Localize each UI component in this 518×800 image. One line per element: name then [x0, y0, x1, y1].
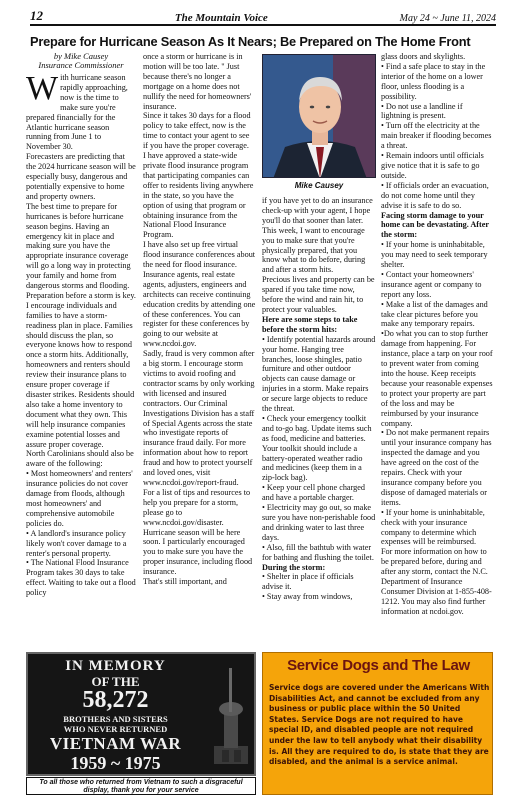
- paragraph: • The National Flood Insurance Program takes 30 days to take effect. Waiting to take out a flood policy: [26, 558, 136, 598]
- byline: [26, 52, 136, 70]
- memorial-line-5: VIETNAM WAR: [49, 734, 182, 753]
- subheading: During the storm:: [262, 562, 326, 572]
- memorial-line-4: WHO NEVER RETURNED: [63, 724, 168, 734]
- service-dogs-title: Service Dogs and The Law: [287, 657, 470, 674]
- paragraph: • Electricity may go out, so make sure you have non-perishable food and drinking water to last three days.: [262, 503, 376, 542]
- byline-name: by Mike Causey: [53, 52, 109, 61]
- memorial-years: 1959 ~ 1975: [70, 753, 161, 773]
- paragraph: Precious lives and property can be spared if you take time now, before the wind and rain hit, to protect your valuables.: [262, 275, 375, 314]
- paragraph: • Stay away from windows,: [262, 592, 353, 602]
- article-headline: Prepare for Hurricane Season As It Nears; Be Prepared on The Home Front: [30, 34, 471, 49]
- article-column-1: [26, 52, 136, 644]
- paragraph: • Contact your homeowners' insurance agent or company to report any loss.: [381, 269, 482, 299]
- drop-cap: W: [26, 70, 59, 107]
- paragraph: • Identify potential hazards around your home. Hanging tree branches, loose shingles, patio furniture and other outdoor objects can cause damage or injuries in a storm. Make repairs or secure large objects to reduce the threat.: [262, 334, 376, 414]
- paragraph: ith hurricane season rapidly approaching, now is the time to make sure you're prepared financially for the Atlantic hurricane season running from June 1 to November 30.: [26, 73, 128, 152]
- paragraph: • Do not make permanent repairs until your insurance company has inspected the damage and you have agreed on the cost of the repairs. Check with your insurance company before you dispose of damaged materials or items.: [381, 428, 492, 507]
- paragraph: • If your home is uninhabitable, check with your insurance company to determine which expenses will be reimbursed.: [381, 507, 485, 547]
- author-photo: [262, 54, 376, 178]
- service-dogs-body: Service dogs are covered under the Americans With Disabilities Act, and cannot be excluded from any business or public place within the 50 United States. Service Dogs are not required to have special ID, and disabled people are not required under the law to tell anybody what their disability is. All they are required to do, is state that they are disabled, and the animal is a service animal.: [269, 683, 490, 767]
- memorial-line-2: OF THE: [91, 674, 140, 689]
- paragraph: That's still important, and: [143, 577, 227, 587]
- paragraph: glass doors and skylights.: [381, 52, 466, 61]
- paragraph: This week, I want to encourage you to make sure that you're physically prepared, that you know what to do before, during and after a storm hits.: [262, 225, 366, 275]
- article-column-4: [381, 52, 493, 644]
- memorial-number: 58,272: [82, 687, 149, 713]
- paragraph: • Make a list of the damages and take clear pictures before you make any temporary repairs.: [381, 299, 488, 329]
- paragraph: • Also, fill the bathtub with water for bathing and flushing the toilet.: [262, 542, 374, 562]
- paragraph: Since it takes 30 days for a flood policy to take effect, now is the time to contact your agent to see if you have the proper coverage.: [143, 111, 251, 151]
- paragraph: • If officials order an evacuation, do not come home until they advise it is safe to do so.: [381, 180, 489, 210]
- paragraph: • Most homeowners' and renters' insurance policies do not cover damage from floods, although most homeowners' and comprehensive automobile policies do.: [26, 469, 133, 528]
- subheading: Here are some steps to take before the storm hits:: [262, 314, 358, 334]
- paragraph: I have approved a state-wide private flood insurance program that participating companies can offer to residents living anywhere in the state, so you have the option of using that program or obtaining insurance from the National Flood Insurance Program.: [143, 151, 254, 240]
- issue-date: May 24 ~ June 11, 2024: [399, 13, 496, 24]
- service-dogs-ad: [262, 652, 493, 795]
- paragraph: Sadly, fraud is very common after a big storm. I encourage storm victims to avoid roofing and contractor scams by only working with licensed and insured contractors. Our Criminal Investigations Division has a staff of Special Agents across the state who investigate reports of insurance fraud daily. For more information about how to report fraud and how to protect yourself and loved ones, visit www.ncdoi.gov/report-fraud.: [143, 349, 255, 487]
- paragraph: • Turn off the electricity at the main breaker if flooding becomes a threat.: [381, 121, 492, 151]
- paragraph: once a storm or hurricane is in motion will be too late. " Just because there's no longer a mortgage on a home does not nullify the need for homeowners' insurance.: [143, 52, 252, 111]
- paragraph: The best time to prepare for hurricanes is before hurricane season begins. Having an emergency kit in place and making sure you have the appropriate insurance coverage will go a long way in protecting your family and home from dangerous storms and flooding.: [26, 201, 131, 291]
- memorial-line-1: IN MEMORY: [65, 658, 166, 674]
- paper-name: The Mountain Voice: [174, 12, 268, 24]
- memorial-caption: To all those who returned from Vietnam to such a disgraceful display, thank you for your service: [26, 777, 256, 795]
- vietnam-memorial-ad: [26, 652, 256, 776]
- paragraph: Forecasters are predicting that the 2024 hurricane season will be especially busy, dangerous and potentially expensive to home and property owners.: [26, 152, 136, 201]
- memorial-line-3: BROTHERS AND SISTERS: [63, 714, 168, 724]
- article-column-3: [262, 196, 376, 644]
- paragraph: North Carolinians should also be aware of the following:: [26, 449, 134, 469]
- paragraph: Hurricane season will be here soon. I particularly encouraged you to make sure you have the proper insurance, including flood insurance.: [143, 527, 253, 577]
- paragraph: • Do not use a landline if lightning is present.: [381, 101, 463, 121]
- subheading: Facing storm damage to your home can be devastating. After the storm:: [381, 210, 489, 240]
- page-header: [30, 8, 496, 26]
- paragraph: For a list of tips and resources to help you prepare for a storm, please go to www.ncdoi.gov/disaster.: [143, 487, 251, 527]
- photo-caption: Mike Causey: [294, 181, 344, 190]
- paragraph: • Shelter in place if officials advise it.: [262, 572, 354, 592]
- paragraph: Preparation before a storm is key. I encourage individuals and families to have a storm-readiness plan in place. Families should discuss the plan, so everyone knows how to respond once a storm hits. Additionally, homeowners and renters should review their insurance plans to ensure proper coverage if disaster strikes. Residents should also take a home inventory to document what they own. This will help insurance companies examine potential losses and assure proper coverage.: [26, 290, 136, 449]
- paragraph: • Find a safe place to stay in the interior of the home on a lower floor, unless flooding is a possibility.: [381, 61, 486, 101]
- page-number: 12: [30, 8, 43, 23]
- portrait-image: [263, 55, 376, 178]
- paragraph: • Remain indoors until officials give notice that it is safe to go outside.: [381, 151, 484, 180]
- byline-title: Insurance Commissioner: [38, 60, 124, 70]
- article-column-2: [143, 52, 256, 644]
- paragraph: I have also set up free virtual flood insurance conferences about the need for flood insurance. Insurance agents, real estate agents, adjusters, engineers and architects can receive continuing education credits by attending one of these conferences. You can register for these conferences by going to our website at www.ncdoi.gov.: [143, 240, 256, 349]
- paragraph: •Do what you can to stop further damage from happening. For instance, place a tarp on your roof to prevent water from coming into the house. Keep receipts because your reasonable expenses to protect your property are part of the loss and may be reimbursed by your insurance company.: [381, 329, 493, 428]
- paragraph: • Keep your cell phone charged and have a portable charger.: [262, 483, 365, 503]
- paragraph: For more information on how to be prepared before, during and after any storm, contact the N.C. Department of Insurance Consumer Division at 1-855-408-1212. You may also find further information at ncdoi.gov.: [381, 547, 492, 616]
- paragraph: if you have yet to do an insurance check-up with your agent, I hope you'll do that sooner than later.: [262, 196, 373, 225]
- paragraph: • If your home is uninhabitable, you may need to seek temporary shelter.: [381, 240, 488, 270]
- paragraph: • A landlord's insurance policy likely won't cover damage to a renter's personal property.: [26, 528, 127, 558]
- paragraph: • Check your emergency toolkit and to-go bag. Update items such as food, medicine and batteries. Your toolkit should include a battery-operated weather radio and medicines (keep them in a zip-lock bag).: [262, 413, 372, 483]
